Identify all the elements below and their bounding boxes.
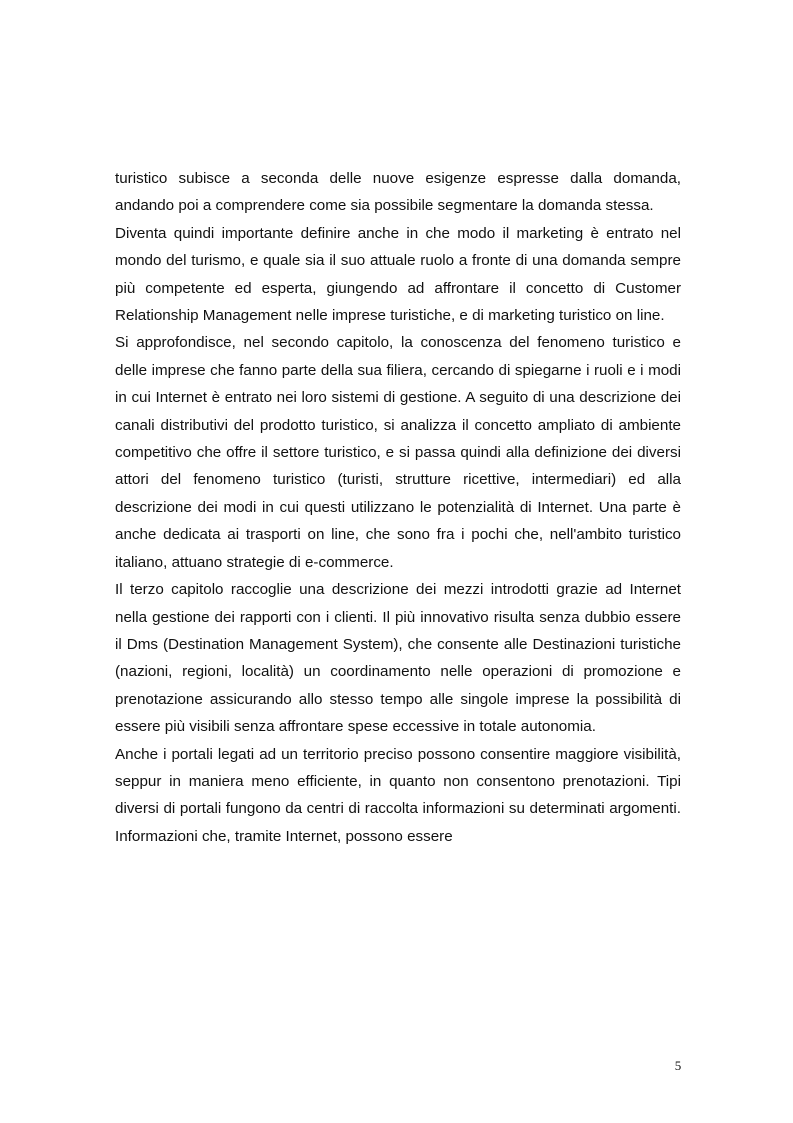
body-text xyxy=(115,165,681,850)
page-number: 5 xyxy=(674,1058,682,1073)
paragraph-4: Il terzo capitolo raccoglie una descrizione dei mezzi introdotti grazie ad Internet nella gestione dei rapporti con i clienti. Il più innovativo risulta senza dubbio essere il Dms (Destination Management System), che consente alle Destinazioni turistiche (nazioni, regioni, località) un coordinamento nelle operazioni di promozione e prenotazione assicurando allo stesso tempo alle singole imprese la possibilità di essere più visibili senza affrontare spese eccessive in totale autonomia. xyxy=(115,581,681,736)
paragraph-1: turistico subisce a seconda delle nuove esigenze espresse dalla domanda, andando poi a comprendere come sia possibile segmentare la domanda stessa. xyxy=(115,170,681,215)
paragraph-3: Si approfondisce, nel secondo capitolo, la conoscenza del fenomeno turistico e delle imprese che fanno parte della sua filiera, cercando di spiegarne i ruoli e i modi in cui Internet è entrato nei loro sistemi di gestione. A seguito di una descrizione dei canali distributivi del prodotto turistico, si analizza il concetto ampliato di ambiente competitivo che offre il settore turistico, e si passa quindi alla definizione dei diversi attori del fenomeno turistico (turisti, strutture ricettive, intermediari) ed alla descrizione dei modi in cui questi utilizzano le potenzialità di Internet. Una parte è anche dedicata ai trasporti on line, che sono fra i pochi che, nell'ambito turistico italiano, attuano strategie di e-commerce. xyxy=(115,334,681,571)
paragraph-2: Diventa quindi importante definire anche in che modo il marketing è entrato nel mondo del turismo, e quale sia il suo attuale ruolo a fronte di una domanda sempre più competente ed esperta, giungendo ad affrontare il concetto di Customer Relationship Management nelle imprese turistiche, e di marketing turistico on line. xyxy=(115,224,681,325)
paragraph-5: Anche i portali legati ad un territorio preciso possono consentire maggiore visibilità, seppur in maniera meno efficiente, in quanto non consentono prenotazioni. Tipi diversi di portali fungono da centri di raccolta informazioni su determinati argomenti. Informazioni che, tramite Internet, possono essere xyxy=(115,745,681,845)
